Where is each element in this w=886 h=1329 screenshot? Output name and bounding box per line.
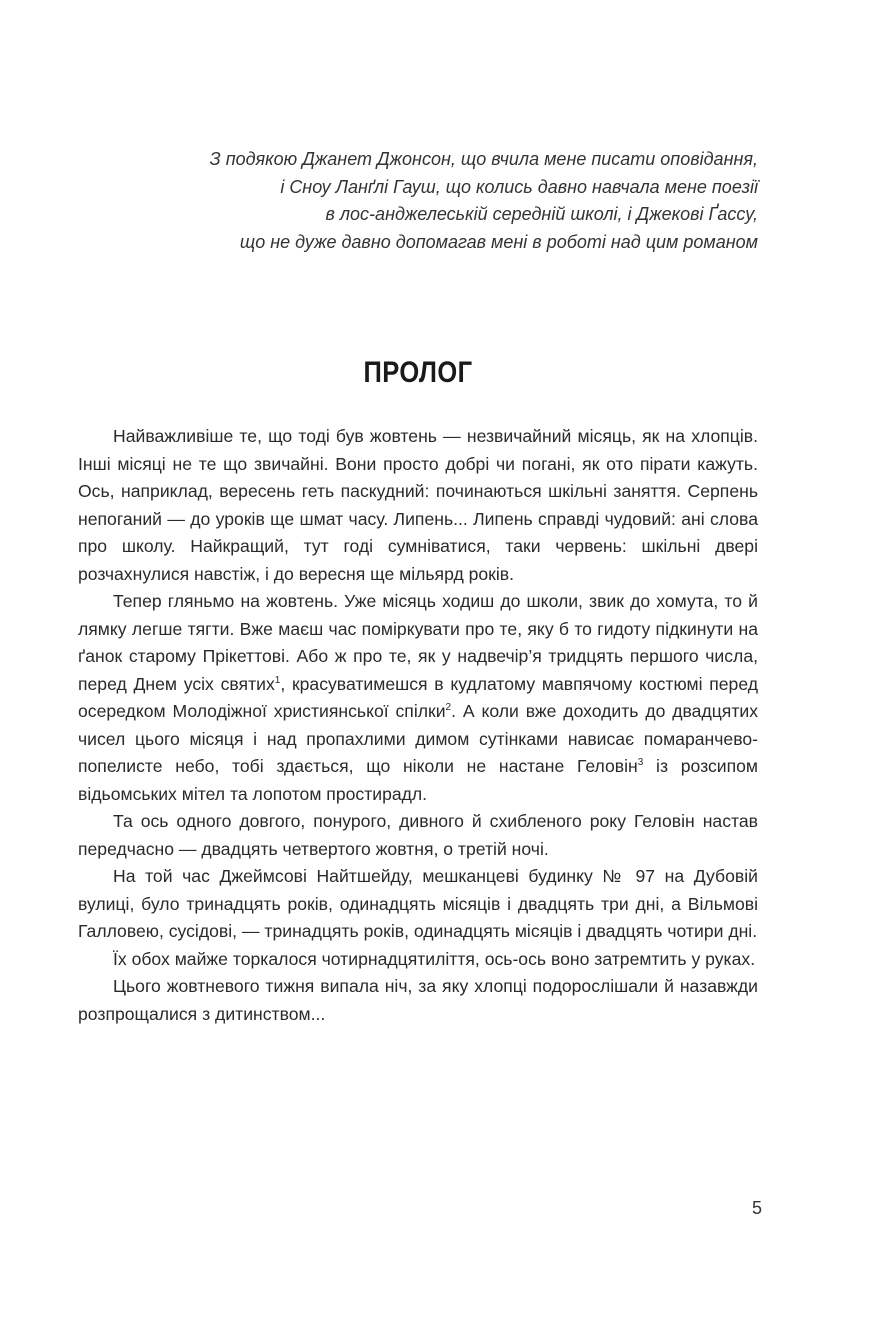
paragraph: На той час Джеймсові Найтшейду, мешканцеві будинку № 97 на Дубовій вулиці, було тринадцять років, одинадцять місяців і двадцять три дні, а Вільмові Галловею, сусідові, — тринадцять років, одинадцять місяців і двадцять чотири дні. <box>78 866 758 941</box>
page-number: 5 <box>751 1198 762 1218</box>
paragraph: Найважливіше те, що тоді був жовтень — незвичайний місяць, як на хлопців. Інші місяці не те що звичайні. Вони просто добрі чи погані, як ото пірати кажуть. Ось, наприклад, вересень геть паскудний: починаються шкільні заняття. Серпень непоганий — до уроків ще шмат часу. Липень... Липень справді чудовий: ані слова про школу. Найкращий, тут годі сумніватися, таки червень: шкільні двері розчахнулися навстіж, і до вересня ще мільярд років. <box>78 426 758 584</box>
paragraph-text: із розсипом відьомських мітел та лопотом простирадл. <box>78 756 758 804</box>
dedication <box>118 146 758 256</box>
paragraph: Цього жовтневого тижня випала ніч, за яку хлопці подорослішали й назавжди розпрощалися з дитинством... <box>78 976 758 1024</box>
footnote-marker: 1 <box>274 674 281 686</box>
paragraph-text: , красуватимешся в кудлатому мавпячому костюмі перед осередком Молодіжної християнської спілки <box>78 673 758 721</box>
paragraph-text: . А коли вже доходить до двадцятих чисел цього місяця і над пропахлими димом сутінками нависає помаранчево-попелисте небо, тобі здається, що ніколи не настане Геловін <box>78 701 759 776</box>
paragraph <box>78 588 758 808</box>
footnote-marker: 3 <box>637 757 644 769</box>
paragraph: Їх обох майже торкалося чотирнадцятиліття, ось-ось воно затремтить у руках. <box>113 948 756 969</box>
paragraph-text: Тепер гляньмо на жовтень. Уже місяць ходиш до школи, звик до хомута, то й лямку легше тягти. Вже маєш час поміркувати про те, яку б то гидоту підкинути на ґанок старому Прікеттові. Або ж про те, як у надвечір’я тридцять першого числа, перед Днем усіх святих <box>78 591 758 694</box>
paragraph: Та ось одного довгого, понурого, дивного й схибленого року Геловін настав передчасно — двадцять четвертого жовтня, о третій ночі. <box>78 811 758 859</box>
dedication-line: що не дуже давно допомагав мені в роботі над цим романом <box>239 231 758 252</box>
chapter-title: ПРОЛОГ <box>363 356 473 389</box>
dedication-line: і Сноу Ланґлі Гауш, що колись давно навчала мене поезії <box>280 176 758 197</box>
footnote-marker: 2 <box>445 702 452 714</box>
dedication-line: в лос-анджелеській середній школі, і Джекові Ґассу, <box>325 204 758 224</box>
dedication-line: З подякою Джанет Джонсон, що вчила мене писати оповідання, <box>209 149 758 169</box>
prologue-body <box>78 423 758 1028</box>
